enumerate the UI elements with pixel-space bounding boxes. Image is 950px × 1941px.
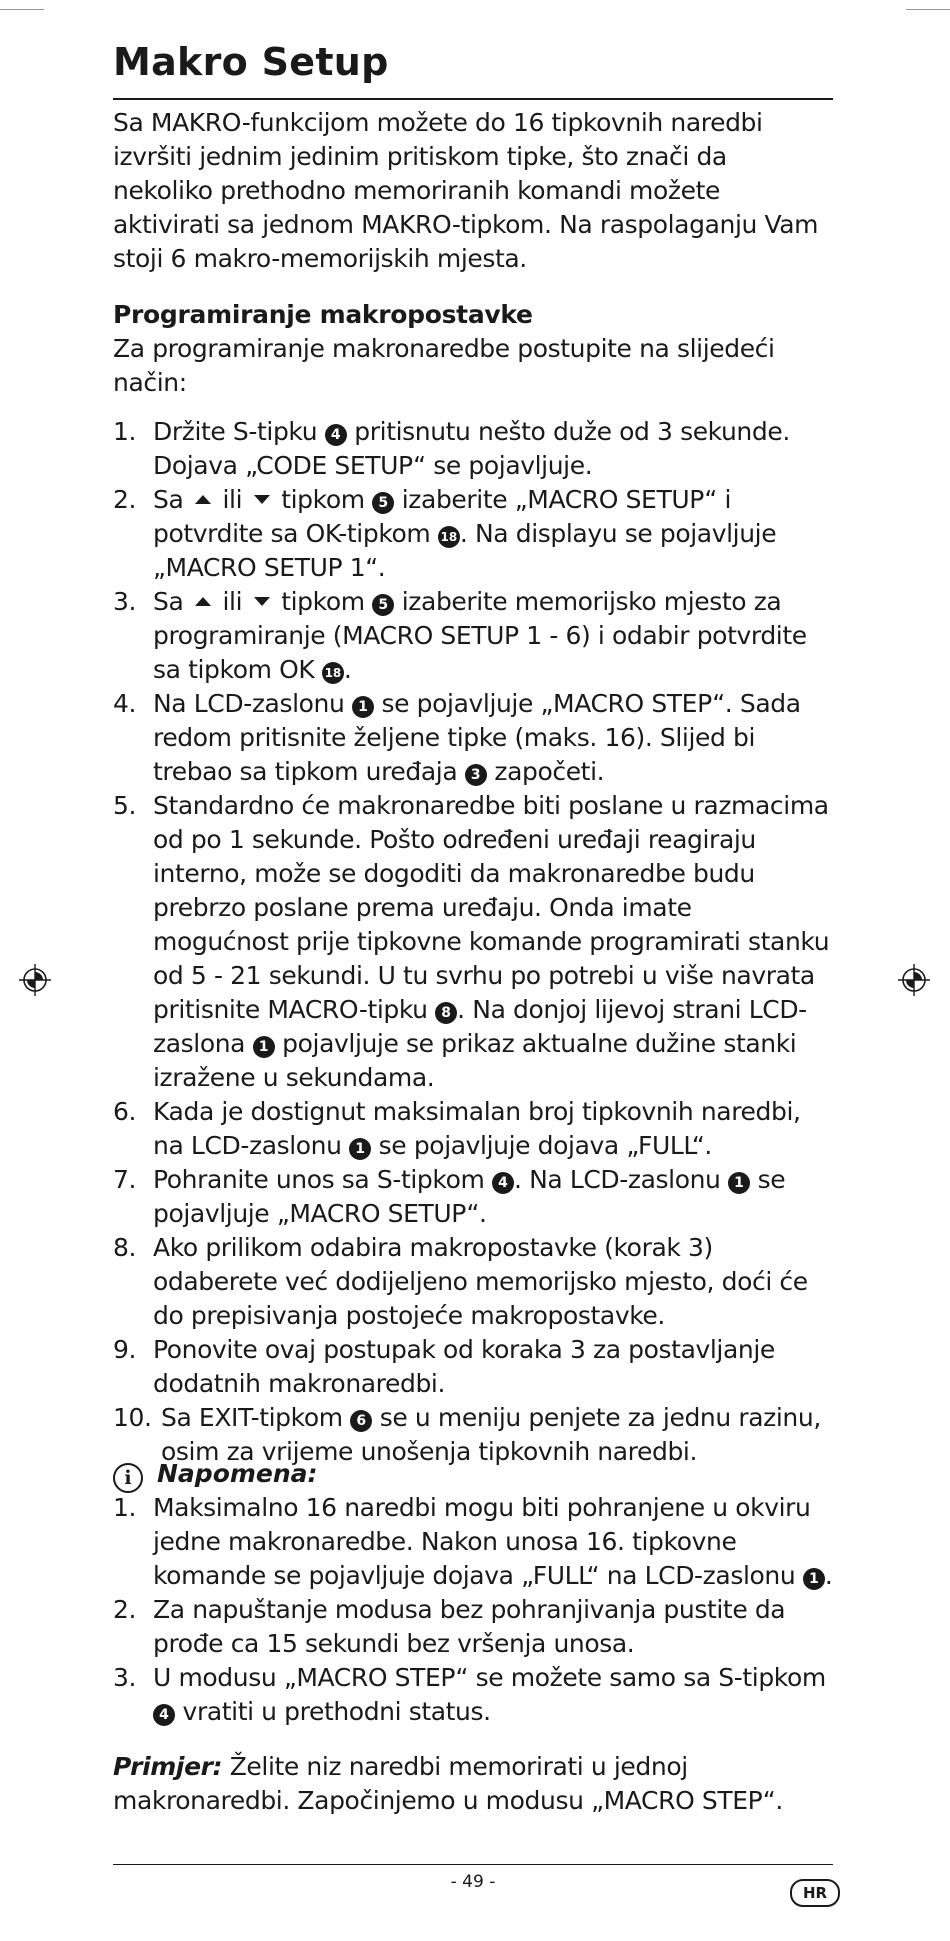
- steps-list: [113, 415, 833, 1469]
- list-item: 4. Na LCD-zaslonu 1 se pojavljuje „MACRO STEP“. Sada redom pritisnite željene tipke (maks. 16). Slijed bi trebao sa tipkom uređaja 3 započeti.: [113, 689, 801, 786]
- list-item: 8. Ako prilikom odabira makropostavke (korak 3) odaberete već dodijeljeno memorijsko mjesto, doći će do prepisivanja postojeće makropostavke.: [113, 1233, 808, 1330]
- key-marker-icon: 8: [435, 1002, 457, 1024]
- page-number: - 49 -: [450, 1872, 496, 1892]
- key-marker-icon: 1: [253, 1036, 275, 1058]
- list-item: 10. Sa EXIT-tipkom 6 se u meniju penjete za jednu razinu, osim za vrijeme unošenja tipkovnih naredbi.: [113, 1403, 821, 1466]
- list-item: 1. Držite S-tipku 4 pritisnutu nešto duže od 3 sekunde. Dojava „CODE SETUP“ se pojavljuje.: [113, 417, 790, 480]
- list-item: 2. Za napuštanje modusa bez pohranjivanja pustite da prođe ca 15 sekundi bez vršenja unosa.: [113, 1595, 786, 1658]
- step-number: 3.: [113, 587, 137, 616]
- step-number: 7.: [113, 1165, 137, 1194]
- note-number: 2.: [113, 1595, 137, 1624]
- step-number: 4.: [113, 689, 137, 718]
- step-number: 1.: [113, 417, 137, 446]
- registration-mark-icon: [18, 963, 52, 997]
- arrow-down-icon: [254, 597, 270, 606]
- step-number: 10.: [113, 1403, 152, 1432]
- footer-rule: [113, 1864, 833, 1865]
- key-marker-icon: 4: [492, 1172, 514, 1194]
- step-number: 6.: [113, 1097, 137, 1126]
- key-marker-icon: 5: [372, 492, 394, 514]
- key-marker-icon: 18: [322, 662, 344, 684]
- language-badge: HR: [790, 1879, 840, 1907]
- arrow-up-icon: [195, 495, 211, 504]
- list-item: 6. Kada je dostignut maksimalan broj tipkovnih naredbi, na LCD-zaslonu 1 se pojavljuje dojava „FULL“.: [113, 1097, 801, 1160]
- key-marker-icon: 4: [153, 1704, 175, 1726]
- section-lead: Za programiranje makronaredbe postupite na slijedeći način:: [113, 334, 775, 397]
- step-number: 9.: [113, 1335, 137, 1364]
- info-icon: i: [113, 1463, 143, 1493]
- list-item: 3. Sa ili tipkom 5 izaberite memorijsko mjesto za programiranje (MACRO SETUP 1 - 6) i odabir potvrdite sa tipkom OK 18 .: [113, 587, 807, 684]
- note-heading: [113, 1457, 318, 1493]
- arrow-down-icon: [254, 495, 270, 504]
- key-marker-icon: 3: [465, 764, 487, 786]
- list-item: 7. Pohranite unos sa S-tipkom 4 . Na LCD-zaslonu 1 se pojavljuje „MACRO SETUP“.: [113, 1165, 786, 1228]
- example-text: Želite niz naredbi memorirati u jednoj makronaredbi. Započinjemo u modusu „MACRO STEP“.: [113, 1752, 783, 1815]
- title-underline: [113, 98, 833, 100]
- step-number: 8.: [113, 1233, 137, 1262]
- crop-mark-right: [906, 9, 950, 10]
- example-label: Primjer:: [113, 1752, 223, 1781]
- key-marker-icon: 1: [728, 1172, 750, 1194]
- list-item: 3. U modusu „MACRO STEP“ se možete samo sa S-tipkom 4 vratiti u prethodni status.: [113, 1663, 826, 1726]
- key-marker-icon: 5: [372, 594, 394, 616]
- note-number: 1.: [113, 1493, 137, 1522]
- page-title: Makro Setup: [113, 40, 389, 84]
- intro-paragraph: Sa MAKRO-funkcijom možete do 16 tipkovnih naredbi izvršiti jednim jedinim pritiskom tipke, što znači da nekoliko prethodno memoriranih komandi možete aktivirati sa jednom MAKRO-tipkom. Na raspolaganju Vam stoji 6 makro-memorijskih mjesta.: [113, 108, 819, 273]
- registration-mark-icon: [897, 963, 931, 997]
- note-label: Napomena:: [157, 1459, 318, 1488]
- section-heading: Programiranje makropostavke: [113, 300, 533, 329]
- step-number: 2.: [113, 485, 137, 514]
- arrow-up-icon: [195, 597, 211, 606]
- list-item: 2. Sa ili tipkom 5 izaberite „MACRO SETUP“ i potvrdite sa OK-tipkom 18 . Na displayu se pojavljuje „MACRO SETUP 1“.: [113, 485, 777, 582]
- key-marker-icon: 1: [349, 1138, 371, 1160]
- list-item: 9. Ponovite ovaj postupak od koraka 3 za postavljanje dodatnih makronaredbi.: [113, 1335, 775, 1398]
- list-item: 1. Maksimalno 16 naredbi mogu biti pohranjene u okviru jedne makronaredbe. Nakon unosa 16. tipkovne komande se pojavljuje dojava „FULL“ na LCD-zaslonu 1 .: [113, 1493, 833, 1590]
- crop-mark-left: [0, 9, 44, 10]
- notes-list: [113, 1491, 833, 1729]
- key-marker-icon: 18: [438, 526, 460, 548]
- key-marker-icon: 1: [352, 696, 374, 718]
- key-marker-icon: 4: [325, 424, 347, 446]
- note-number: 3.: [113, 1663, 137, 1692]
- example-paragraph: [113, 1750, 833, 1818]
- step-number: 5.: [113, 791, 137, 820]
- key-marker-icon: 6: [350, 1410, 372, 1432]
- list-item: 5. Standardno će makronaredbe biti poslane u razmacima od po 1 sekunde. Pošto određeni uređaji reagiraju interno, može se dogoditi da makronaredbe budu prebrzo poslane prema uređaju. Onda imate mogućnost prije tipkovne komande programirati stanku od 5 - 21 sekundi. U tu svrhu po potrebi u više navrata pritisnite MACRO-tipku 8 . Na donjoj lijevoj strani LCD-zaslona 1 pojavljuje se prikaz aktualne dužine stanki izražene u sekundama.: [113, 791, 830, 1092]
- key-marker-icon: 1: [803, 1568, 825, 1590]
